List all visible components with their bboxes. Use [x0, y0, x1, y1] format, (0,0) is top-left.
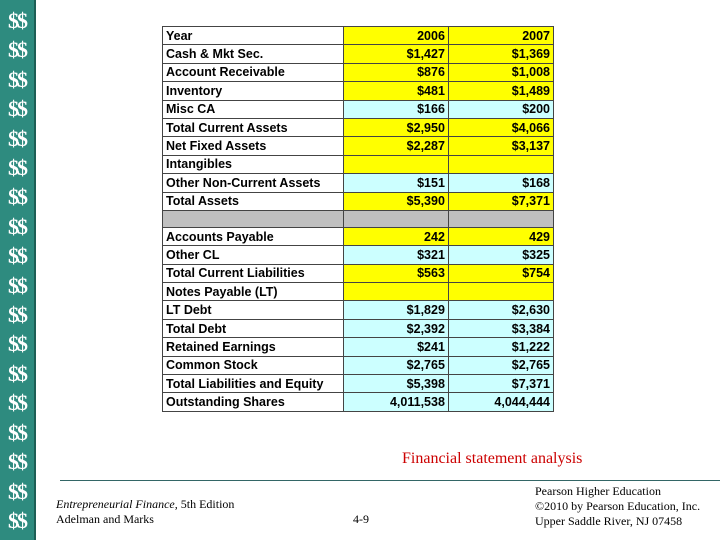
row-label: Net Fixed Assets: [163, 137, 344, 155]
row-label: Common Stock: [163, 356, 344, 374]
table-row: [163, 227, 554, 245]
row-label: Notes Payable (LT): [163, 283, 344, 301]
value-2006: $876: [343, 63, 448, 81]
table-row: [163, 45, 554, 63]
value-2006: [343, 155, 448, 173]
table-row: [163, 192, 554, 210]
value-2006: $481: [343, 82, 448, 100]
value-2006: $2,392: [343, 319, 448, 337]
value-2007: $1,222: [448, 338, 553, 356]
balance-sheet-table: [162, 26, 554, 412]
dollar-glyph: $$: [8, 507, 26, 533]
row-label: LT Debt: [163, 301, 344, 319]
table-row: [163, 264, 554, 282]
table-row: [163, 100, 554, 118]
value-2007: [448, 155, 553, 173]
value-2007: $1,008: [448, 63, 553, 81]
row-label: Total Assets: [163, 192, 344, 210]
dollar-glyph: $$: [8, 155, 26, 181]
dollar-glyph: $$: [8, 449, 26, 475]
dollar-glyph: $$: [8, 272, 26, 298]
table-row: [163, 301, 554, 319]
footer-book-info: [56, 497, 234, 527]
row-label: Misc CA: [163, 100, 344, 118]
value-2006: $241: [343, 338, 448, 356]
value-2006: 4,011,538: [343, 393, 448, 411]
table-row: [163, 393, 554, 411]
value-2007: 429: [448, 227, 553, 245]
value-2007: $2,630: [448, 301, 553, 319]
header-year-label: Year: [163, 27, 344, 45]
value-2007: $1,369: [448, 45, 553, 63]
row-label: Intangibles: [163, 155, 344, 173]
value-2007: $2,765: [448, 356, 553, 374]
table-row: [163, 118, 554, 136]
dollar-glyph: $$: [8, 302, 26, 328]
value-2006: $563: [343, 264, 448, 282]
separator-cell: [343, 210, 448, 227]
dollar-glyph: $$: [8, 37, 26, 63]
row-label: Accounts Payable: [163, 227, 344, 245]
dollar-glyph: $$: [8, 213, 26, 239]
header-2006: 2006: [343, 27, 448, 45]
row-label: Account Receivable: [163, 63, 344, 81]
table-row: [163, 137, 554, 155]
value-2006: $5,390: [343, 192, 448, 210]
publisher-address: Upper Saddle River, NJ 07458: [535, 514, 683, 528]
dollar-sign-sidebar: [0, 0, 36, 540]
row-label: Retained Earnings: [163, 338, 344, 356]
value-2007: $325: [448, 246, 553, 264]
table-row: [163, 174, 554, 192]
value-2006: [343, 283, 448, 301]
table-separator-row: [163, 210, 554, 227]
row-label: Total Debt: [163, 319, 344, 337]
value-2007: $3,137: [448, 137, 553, 155]
dollar-glyph: $$: [8, 184, 26, 210]
table-row: [163, 155, 554, 173]
dollar-glyph: $$: [8, 390, 26, 416]
dollar-glyph: $$: [8, 419, 26, 445]
value-2007: $7,371: [448, 375, 553, 393]
separator-cell: [448, 210, 553, 227]
footer-publisher-info: [535, 484, 700, 529]
footer-divider: [60, 480, 720, 481]
row-label: Total Liabilities and Equity: [163, 375, 344, 393]
value-2007: $200: [448, 100, 553, 118]
book-title: Entrepreneurial Finance,: [56, 497, 178, 511]
dollar-glyph: $$: [8, 96, 26, 122]
table-row: [163, 63, 554, 81]
value-2006: $1,427: [343, 45, 448, 63]
table-row: [163, 375, 554, 393]
page-number: 4-9: [353, 512, 369, 526]
book-edition: 5th Edition: [177, 497, 235, 511]
value-2007: $3,384: [448, 319, 553, 337]
row-label: Other Non-Current Assets: [163, 174, 344, 192]
value-2006: $2,950: [343, 118, 448, 136]
table-header-row: [163, 27, 554, 45]
value-2007: $1,489: [448, 82, 553, 100]
value-2006: $2,287: [343, 137, 448, 155]
copyright-notice: ©2010 by Pearson Education, Inc.: [535, 499, 701, 513]
value-2006: $166: [343, 100, 448, 118]
row-label: Cash & Mkt Sec.: [163, 45, 344, 63]
value-2007: $168: [448, 174, 553, 192]
row-label: Inventory: [163, 82, 344, 100]
table-row: [163, 82, 554, 100]
value-2006: 242: [343, 227, 448, 245]
dollar-glyph: $$: [8, 8, 26, 33]
row-label: Total Current Liabilities: [163, 264, 344, 282]
row-label: Total Current Assets: [163, 118, 344, 136]
dollar-glyph: $$: [8, 243, 26, 269]
value-2007: $7,371: [448, 192, 553, 210]
dollar-glyph: $$: [8, 478, 26, 504]
publisher-name: Pearson Higher Education: [535, 484, 661, 498]
row-label: Outstanding Shares: [163, 393, 344, 411]
dollar-glyph: $$: [8, 331, 26, 357]
header-2007: 2007: [448, 27, 553, 45]
table-row: [163, 283, 554, 301]
value-2007: 4,044,444: [448, 393, 553, 411]
value-2006: $321: [343, 246, 448, 264]
book-authors: Adelman and Marks: [56, 512, 154, 526]
dollar-glyph: $$: [8, 360, 26, 386]
table-row: [163, 356, 554, 374]
table-row: [163, 246, 554, 264]
value-2006: $151: [343, 174, 448, 192]
separator-cell: [163, 210, 344, 227]
value-2007: [448, 283, 553, 301]
dollar-glyph: $$: [8, 125, 26, 151]
value-2007: $754: [448, 264, 553, 282]
slide-caption: Financial statement analysis: [402, 450, 583, 467]
table-row: [163, 319, 554, 337]
value-2006: $1,829: [343, 301, 448, 319]
value-2006: $2,765: [343, 356, 448, 374]
value-2006: $5,398: [343, 375, 448, 393]
table-row: [163, 338, 554, 356]
value-2007: $4,066: [448, 118, 553, 136]
row-label: Other CL: [163, 246, 344, 264]
dollar-glyph: $$: [8, 66, 26, 92]
